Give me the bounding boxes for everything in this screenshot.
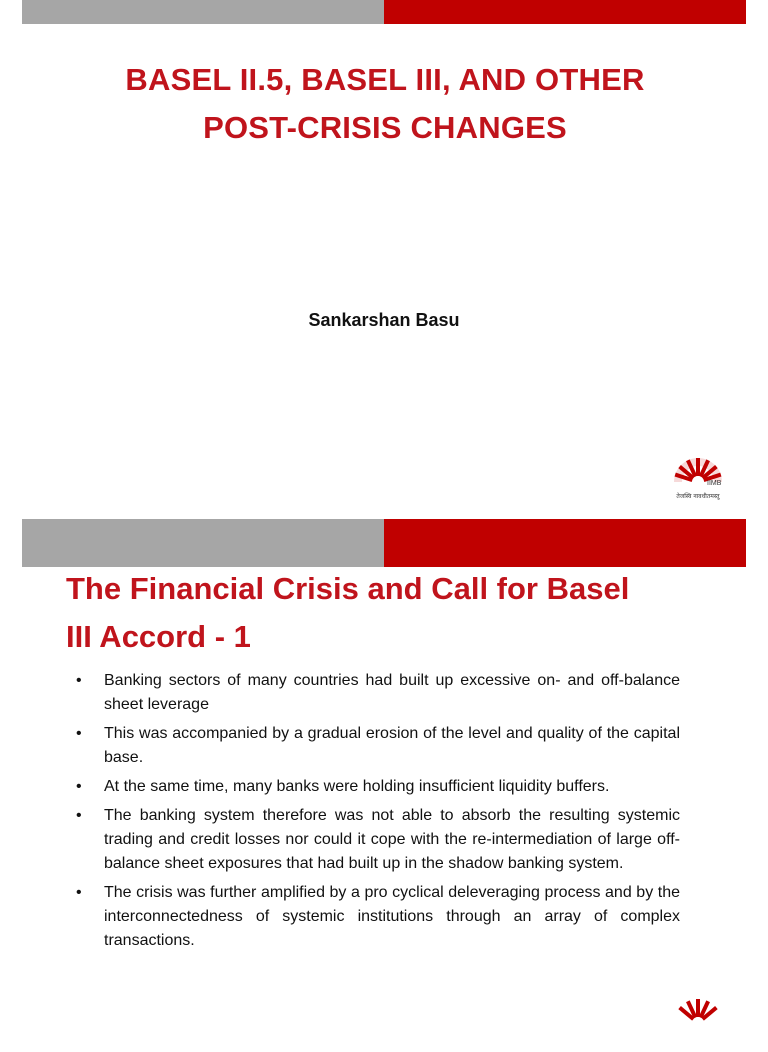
header-bar	[22, 519, 746, 567]
header-bar	[22, 0, 746, 24]
svg-text:IIMB: IIMB	[707, 480, 722, 487]
bullet-icon: •	[76, 807, 82, 824]
header-bar-red	[384, 0, 746, 24]
iimb-logo-graphic	[662, 452, 734, 506]
slide-title-line-1: The Financial Crisis and Call for Basel	[66, 571, 630, 606]
author-name: Sankarshan Basu	[308, 310, 460, 330]
bullet-item	[76, 881, 680, 953]
slide-title	[40, 56, 730, 152]
svg-text:तेजस्वि नावधीतमस्तु: तेजस्वि नावधीतमस्तु	[676, 493, 720, 500]
iimb-logo-icon	[662, 993, 734, 1047]
header-bar-red	[384, 519, 746, 567]
content-slide	[0, 515, 768, 1024]
bullet-icon: •	[76, 672, 82, 689]
slide-title-line-1: BASEL II.5, BASEL III, AND OTHER	[125, 62, 645, 97]
iimb-logo-icon	[662, 452, 734, 506]
bullet-item	[76, 804, 680, 876]
bullet-item	[76, 669, 680, 717]
bullet-text: The crisis was further amplified by a pro cyclical deleveraging process and by the interconnectedness of systemic institutions through an array of complex transactions.	[104, 884, 680, 949]
slide-title	[66, 565, 706, 661]
slide-title-line-2: III Accord - 1	[66, 619, 251, 654]
header-bar-grey	[22, 519, 384, 567]
slide-title-line-2: POST-CRISIS CHANGES	[203, 110, 567, 145]
iimb-logo-graphic	[662, 993, 734, 1047]
bullet-icon: •	[76, 778, 82, 795]
header-bar-grey	[22, 0, 384, 24]
bullet-item	[76, 722, 680, 770]
bullet-text: This was accompanied by a gradual erosion of the level and quality of the capital base.	[104, 725, 680, 766]
title-slide	[0, 0, 768, 515]
bullet-icon: •	[76, 725, 82, 742]
bullet-item	[76, 775, 680, 799]
bullet-text: At the same time, many banks were holding insufficient liquidity buffers.	[104, 778, 610, 795]
bullet-text: Banking sectors of many countries had built up excessive on- and off-balance sheet leverage	[104, 672, 680, 713]
bullet-list	[76, 669, 680, 958]
bullet-text: The banking system therefore was not able to absorb the resulting systemic trading and credit losses nor could it cope with the re-intermediation of large off-balance sheet exposures that had built up in the shadow banking system.	[104, 807, 680, 872]
bullet-icon: •	[76, 884, 82, 901]
